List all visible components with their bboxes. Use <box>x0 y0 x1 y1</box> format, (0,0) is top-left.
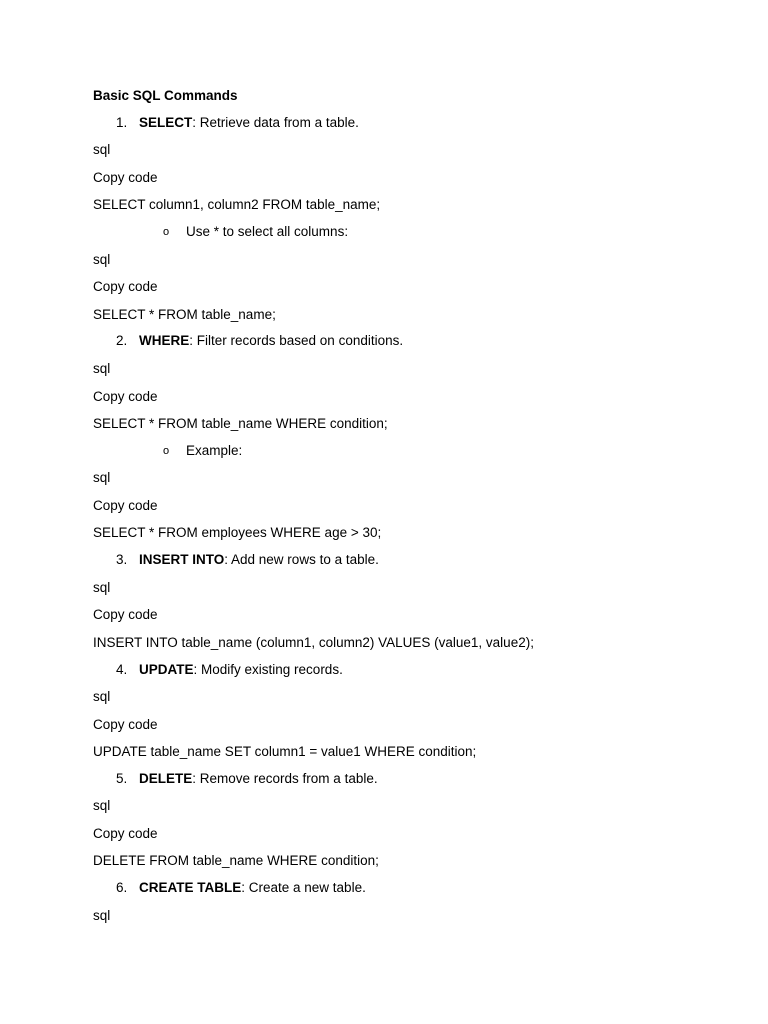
bullet-text: Use * to select all columns: <box>186 224 349 239</box>
copy-code-button[interactable]: Copy code <box>93 498 158 513</box>
copy-code-button[interactable]: Copy code <box>93 170 158 185</box>
item-6-desc: : Create a new table. <box>241 880 366 895</box>
code-line: DELETE FROM table_name WHERE condition; <box>93 853 379 868</box>
item-3-text <box>139 551 379 569</box>
copy-code-button[interactable]: Copy code <box>93 279 158 294</box>
code-line: UPDATE table_name SET column1 = value1 WHERE condition; <box>93 744 477 759</box>
item-1-desc: : Retrieve data from a table. <box>192 115 359 130</box>
sql-label: sql <box>93 252 111 267</box>
item-2-desc: : Filter records based on conditions. <box>189 333 404 348</box>
item-4-keyword: UPDATE <box>139 662 194 677</box>
item-6-keyword: CREATE TABLE <box>139 880 242 895</box>
item-1-number: 1. <box>116 115 128 130</box>
copy-code-button[interactable]: Copy code <box>93 607 158 622</box>
sql-label: sql <box>93 689 111 704</box>
item-5-desc: : Remove records from a table. <box>192 771 378 786</box>
document-title: Basic SQL Commands <box>93 88 238 103</box>
bullet-icon: o <box>163 226 170 238</box>
item-2-text <box>139 332 403 350</box>
item-5-text <box>139 770 378 788</box>
item-3-keyword: INSERT INTO <box>139 552 225 567</box>
item-6-text <box>139 879 366 897</box>
sql-label: sql <box>93 908 111 923</box>
code-line: SELECT * FROM table_name; <box>93 307 276 322</box>
item-4-desc: : Modify existing records. <box>193 662 343 677</box>
bullet-text: Example: <box>186 443 243 458</box>
item-5-keyword: DELETE <box>139 771 193 786</box>
sql-label: sql <box>93 798 111 813</box>
item-2-number: 2. <box>116 333 128 348</box>
copy-code-button[interactable]: Copy code <box>93 826 158 841</box>
code-line: SELECT * FROM table_name WHERE condition; <box>93 416 388 431</box>
item-1-text <box>139 114 359 132</box>
item-3-number: 3. <box>116 552 128 567</box>
copy-code-button[interactable]: Copy code <box>93 389 158 404</box>
code-line: SELECT column1, column2 FROM table_name; <box>93 197 381 212</box>
bullet-icon: o <box>163 445 170 457</box>
item-4-text <box>139 661 343 679</box>
item-1-keyword: SELECT <box>139 115 193 130</box>
code-line: INSERT INTO table_name (column1, column2) VALUES (value1, value2); <box>93 635 534 650</box>
item-4-number: 4. <box>116 662 128 677</box>
item-5-number: 5. <box>116 771 128 786</box>
sql-label: sql <box>93 142 111 157</box>
item-3-desc: : Add new rows to a table. <box>224 552 379 567</box>
sql-label: sql <box>93 470 111 485</box>
sql-label: sql <box>93 580 111 595</box>
item-2-keyword: WHERE <box>139 333 190 348</box>
sql-label: sql <box>93 361 111 376</box>
copy-code-button[interactable]: Copy code <box>93 717 158 732</box>
item-6-number: 6. <box>116 880 128 895</box>
code-line: SELECT * FROM employees WHERE age > 30; <box>93 525 382 540</box>
